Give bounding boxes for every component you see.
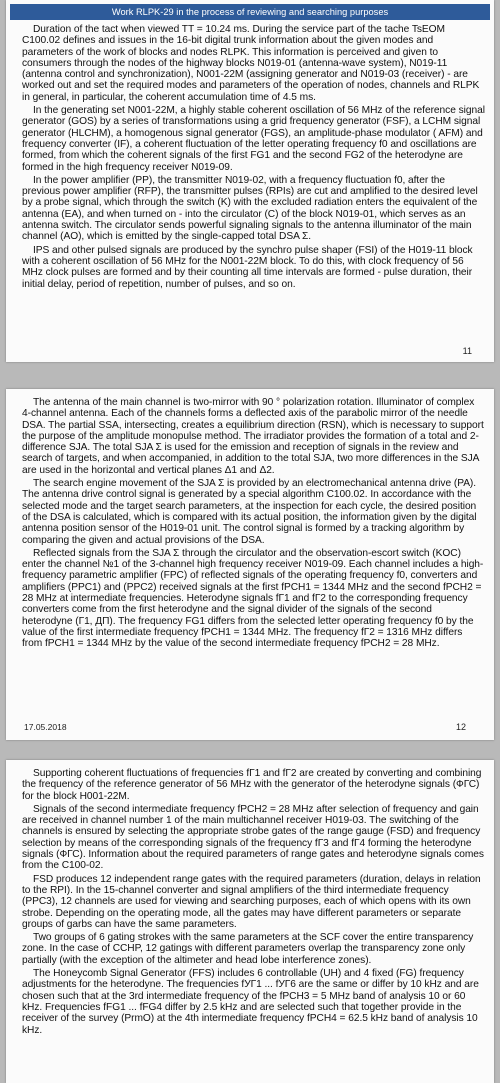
paragraph: Supporting coherent fluctuations of frequencies fГ1 and fГ2 are created by converting and combining the frequency of the reference generator of 56 MHz with the generator of the heterodyne signals (ФГС) for the block H001-22M.: [22, 768, 482, 802]
page-title: Work RLPK-29 in the process of reviewing and searching purposes: [10, 4, 490, 20]
page-number: 11: [462, 346, 472, 356]
page-number: 12: [455, 722, 466, 732]
paragraph: The antenna of the main channel is two-mirror with 90 ° polarization rotation. Illuminator of complex 4-channel antenna. Each of the channels forms a deflected axis of the parabolic mirror of the needle DSA. The partial SSA, intersecting, creates a equilibrium direction (RSN), which is necessary to support the purpose of the amplitude monopulse method. The irradiator provides the formation of a total and 2-difference SJA. The total SJA Σ is used for the emission and reception of signals in the review and search of targets, and when accompanied, in addition to the total SJA, two more differences in the SJA are used in the horizontal and vertical planes Δ1 and Δ2.: [22, 397, 484, 476]
document-page-11: [6, 0, 494, 362]
paragraph: Duration of the tact when viewed TT = 10.24 ms. During the service part of the tache TsEOM C100.02 defines and issues in the 16-bit digital trunk information about the given modes and parameters of the work of blocks and nodes RLPK. This information is perceived and given to consumers through the nodes of the highway blocks N019-01 (antenna-wave system), N019-11 (antenna control and synchronization), N001-22M (assigning generator and N019-03 (receiver) - are worked out and set the required modes and parameters of the operation of nodes, channels and RLPK in general, in particular, the coherent accumulation time of 4.5 ms.: [22, 24, 480, 103]
paragraph: Signals of the second intermediate frequency fPCH2 = 28 MHz after selection of frequency and gain are received in channel number 1 of the main multichannel receiver H019-03. The switching of the channels is ensured by selecting the appropriate strobe gates of the range gauge (FSD) and frequency selection by means of the corresponding signals of the frequency fГ3 and fГ4 forming the heterodyne signals (ФГС). Information about the required parameters of range gates and heterodyne signals comes from the C100-02.: [22, 803, 484, 872]
paragraph: FSD produces 12 independent range gates with the required parameters (duration, delays in relation to the RPI). In the 15-channel converter and signal amplifiers of the third intermediate frequency (PPC3), 12 channels are used for viewing and searching purposes, each of which opens with its own strobe. Depending on the operating mode, all the gates may have different parameters or separate groups of garbs can have the same parameters.: [22, 873, 481, 930]
paragraph: In the generating set N001-22M, a highly stable coherent oscillation of 56 MHz of the reference signal generator (GOS) by a series of transformations using a grid frequency generator (FSF), a LCHM signal generator (HLCHM), a homogenous signal generator (FGS), an amplitude-phase modulator ( AFM) and frequency converter (IF), a coherent fluctuation of the letter operating frequency f0 and oscillations are formed, from which the coherent signals of the first FG1 and the second FG2 of the heterodyne are formed in the high frequency receiver N019-09.: [22, 105, 485, 173]
document-page-12: [6, 389, 494, 740]
paragraph: IPS and other pulsed signals are produced by the synchro pulse shaper (FSI) of the H019-11 block with a coherent oscillation of 56 MHz for the N001-22M block. To do this, with clock frequency of 56 MHz clock pulses are formed and by their counting all time intervals are formed - pulse duration, their initial delay, period of repetition, number of pulses, and so on.: [22, 244, 473, 290]
paragraph: In the power amplifier (PP), the transmitter N019-02, with a frequency fluctuation f0, after the previous power amplifier (RFP), the transmitter pulses (RPIs) are cut and amplified to the desired level by a probe signal, which through the switch (K) with the excluded radiation enters the equivalent of the antenna (EA), and when turned on - into the circulator (C) of the block N019-01, which serves as an antenna switch. The circulator sends powerful signaling signals to the antenna illuminator of the main channel (AO), which is emitted by the single-capped total DSA Σ.: [22, 174, 478, 243]
paragraph: The search engine movement of the SJA Σ is provided by an electromechanical antenna drive (PA). The antenna drive control signal is generated by a special algorithm C100.02. In accordance with the selected mode and the target search parameters, at the inspection for each cycle, the desired position of the DSA is calculated, which is compared with its actual position, the information given by the digital antenna position sensor of the H019-01 unit. The control signal is formed by a tracking algorithm by comparing the given and actual provisions of the DSA.: [22, 478, 477, 546]
paragraph: Two groups of 6 gating strokes with the same parameters at the SCF cover the entire transparency zone. In the case of CCHP, 12 gatings with different parameters overlap the transparency zone only partially (with the exception of the altimeter and head lobe interference zones).: [22, 932, 474, 966]
paragraph: Reflected signals from the SJA Σ through the circulator and the observation-escort switch (KOC) enter the channel №1 of the 3-channel high frequency receiver N019-09. Each channel includes a high-frequency parametric amplifier (FPC) of reflected signals of the operating frequency f0, converters and amplifiers (PPC1) and (PPC2) received signals at the first fPCH1 = 1344 MHz and the second fPCH2 = 28 MHz at intermediate frequencies. Heterodyne signals fГ1 and fГ2 to the corresponding frequency converters come from the first heterodyne and the signal divider of the signals of the second heterodyne (Г1, ДП). The frequency FG1 differs from the selected letter operating frequency f0 by the value of the first intermediate frequency fPCH1 = 1344 MHz. The frequency fГ2 = 1316 MHz differs from fPCH1 = 1344 MHz by the value of the second intermediate frequency fPCH2 = 28 MHz.: [22, 547, 484, 650]
paragraph: The Honeycomb Signal Generator (FFS) includes 6 controllable (UH) and 4 fixed (FG) frequency adjustments for the heterodyne. The frequencies fУГ1 ... fУГ6 are the same or differ by 10 kHz and are chosen such that at the 3rd intermediate frequency of the fPCH3 = 5 MHz band of analysis 10 or 60 kHz. Frequencies fFG1 ... fFG4 differ by 2.5 kHz and are selected such that together provide in the receiver of the survey (PrmO) at the 4th intermediate frequency fPCH4 = 62.5 kHz band of analysis 10 kHz.: [22, 968, 479, 1036]
document-page-13: [6, 760, 494, 1083]
page-date: 17.05.2018: [24, 722, 67, 732]
